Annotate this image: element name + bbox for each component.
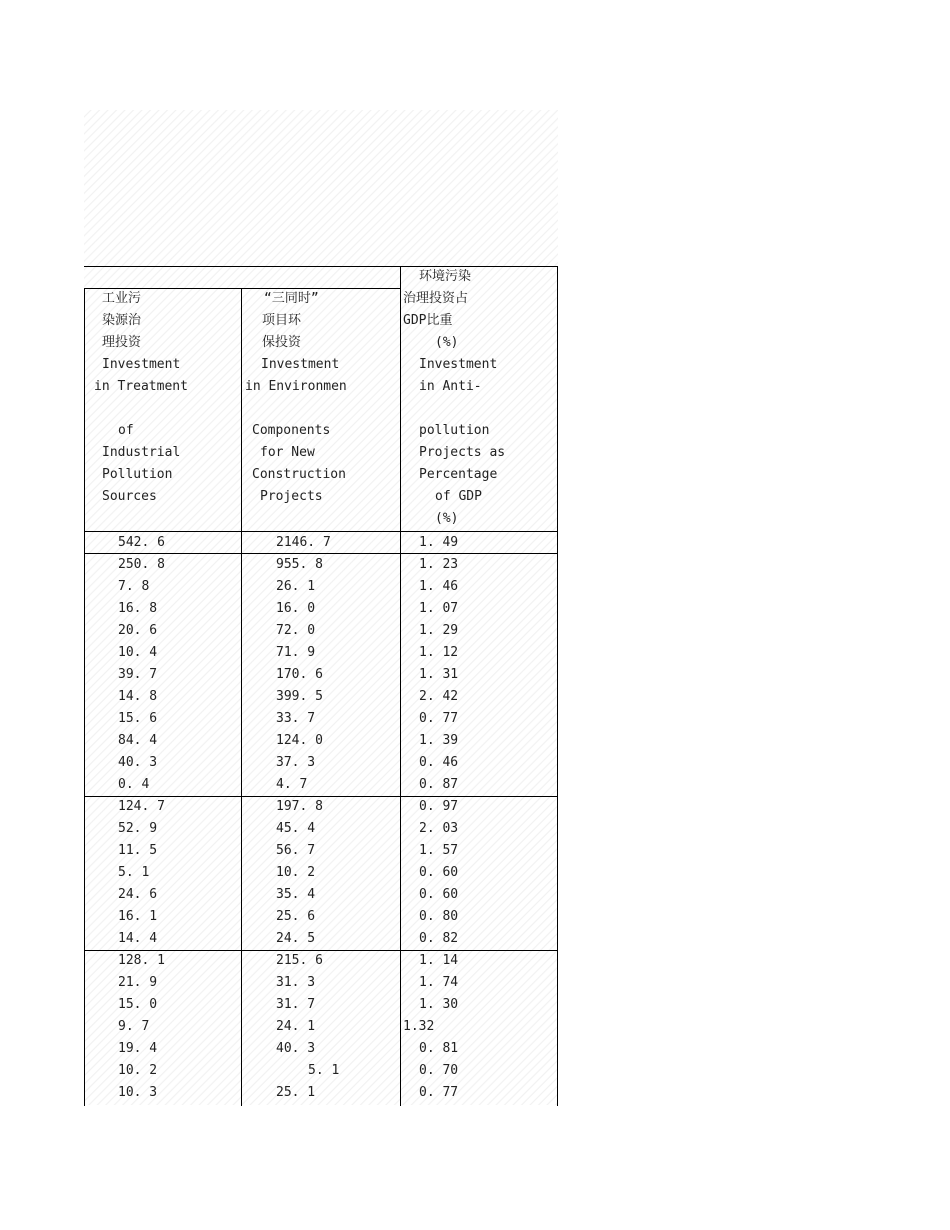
column-divider-1 [241,288,242,1106]
col3-value: 2. 03 [419,821,459,836]
col3-header-line: (%) [435,511,459,526]
col1-value: 11. 5 [118,843,158,858]
col3-value: 1. 12 [419,645,459,660]
col3-header-line: (%) [435,335,459,350]
col1-value: 542. 6 [118,535,165,550]
col1-value: 10. 2 [118,1063,158,1078]
col2-value: 45. 4 [276,821,316,836]
col1-header-line: Pollution [102,467,173,482]
col3-header-line: GDP比重 [403,313,453,328]
col2-value: 197. 8 [276,799,323,814]
col3-value: 1. 31 [419,667,459,682]
col2-value: 170. 6 [276,667,323,682]
col2-value: 56. 7 [276,843,316,858]
col1-value: 10. 4 [118,645,158,660]
col2-value: 124. 0 [276,733,323,748]
col3-header-line: Projects as [419,445,506,460]
col1-value: 14. 4 [118,931,158,946]
col3-header-line: Investment [419,357,498,372]
col2-value: 35. 4 [276,887,316,902]
col3-value: 0. 97 [419,799,459,814]
col2-value: 215. 6 [276,953,323,968]
col2-value: 71. 9 [276,645,316,660]
col3-value: 1. 46 [419,579,459,594]
col2-value: 25. 6 [276,909,316,924]
col3-value: 0. 77 [419,711,459,726]
col2-value: 31. 3 [276,975,316,990]
col3-value: 0. 82 [419,931,459,946]
col1-value: 16. 8 [118,601,158,616]
col2-value: 72. 0 [276,623,316,638]
col2-header-line: in Environmen [245,379,347,394]
col1-header-line: Industrial [102,445,181,460]
col1-value: 39. 7 [118,667,158,682]
col1-value: 128. 1 [118,953,165,968]
col2-header-line: “三同时” [264,291,319,306]
col1-header-line: Investment [102,357,181,372]
table-top-rule [84,266,558,267]
col1-value: 15. 0 [118,997,158,1012]
column-divider-2 [400,266,401,1106]
col1-value: 9. 7 [118,1019,150,1034]
col1-header-line: 理投资 [102,335,142,350]
col1-value: 0. 4 [118,777,150,792]
col3-value: 0. 46 [419,755,459,770]
col1-header-line: 工业污 [102,291,142,306]
col1-value: 52. 9 [118,821,158,836]
col3-value: 1. 74 [419,975,459,990]
col2-header-line: for New [260,445,315,460]
col1-value: 20. 6 [118,623,158,638]
col3-header-line: 治理投资占 [403,291,469,306]
col2-value: 5. 1 [308,1063,340,1078]
col2-value: 4. 7 [276,777,308,792]
col2-header-line: Components [252,423,331,438]
col1-value: 124. 7 [118,799,165,814]
col1-value: 10. 3 [118,1085,158,1100]
col1-value: 5. 1 [118,865,150,880]
col2-value: 24. 1 [276,1019,316,1034]
col3-value: 1. 07 [419,601,459,616]
col3-header-line: 环境污染 [419,269,472,284]
col3-value: 1. 30 [419,997,459,1012]
col1-header-line: of [118,423,134,438]
statistics-table [84,266,558,1106]
col1-value: 24. 6 [118,887,158,902]
col1-header-line: Sources [102,489,157,504]
col1-value: 84. 4 [118,733,158,748]
col3-value: 0. 60 [419,887,459,902]
col1-value: 21. 9 [118,975,158,990]
col2-header-line: Investment [261,357,340,372]
col3-value: 1. 14 [419,953,459,968]
col3-value: 1. 57 [419,843,459,858]
col1-header-line: 染源治 [102,313,142,328]
col2-value: 26. 1 [276,579,316,594]
col3-header-line: of GDP [435,489,482,504]
col3-header-line: pollution [419,423,490,438]
col2-value: 24. 5 [276,931,316,946]
col2-value: 399. 5 [276,689,323,704]
col1-value: 40. 3 [118,755,158,770]
col1-value: 7. 8 [118,579,150,594]
col2-value: 955. 8 [276,557,323,572]
col2-header-line: Projects [260,489,323,504]
col3-value: 2. 42 [419,689,459,704]
col1-value: 250. 8 [118,557,165,572]
col1-header-line: in Treatment [94,379,188,394]
col2-value: 33. 7 [276,711,316,726]
col3-header-line: in Anti- [419,379,482,394]
col1-value: 15. 6 [118,711,158,726]
col3-value: 0. 87 [419,777,459,792]
col1-value: 19. 4 [118,1041,158,1056]
col2-value: 10. 2 [276,865,316,880]
col2-value: 16. 0 [276,601,316,616]
col2-value: 37. 3 [276,755,316,770]
col3-header-line: Percentage [419,467,498,482]
col3-value: 1. 23 [419,557,459,572]
col2-header-line: Construction [252,467,346,482]
col3-value: 0. 81 [419,1041,459,1056]
table-right-border [557,266,558,1106]
col3-value: 0. 70 [419,1063,459,1078]
col1-value: 14. 8 [118,689,158,704]
col2-value: 2146. 7 [276,535,331,550]
col1-value: 16. 1 [118,909,158,924]
col2-value: 31. 7 [276,997,316,1012]
col2-value: 40. 3 [276,1041,316,1056]
col3-value: 1. 29 [419,623,459,638]
col3-value: 0. 60 [419,865,459,880]
col2-header-line: 项目环 [262,313,302,328]
col3-value: 0. 80 [419,909,459,924]
col3-value: 1. 39 [419,733,459,748]
table-left-border [84,288,85,1106]
col2-header-line: 保投资 [262,335,302,350]
col2-value: 25. 1 [276,1085,316,1100]
col3-value: 0. 77 [419,1085,459,1100]
col3-value: 1. 49 [419,535,459,550]
col3-value: 1.32 [403,1019,435,1034]
